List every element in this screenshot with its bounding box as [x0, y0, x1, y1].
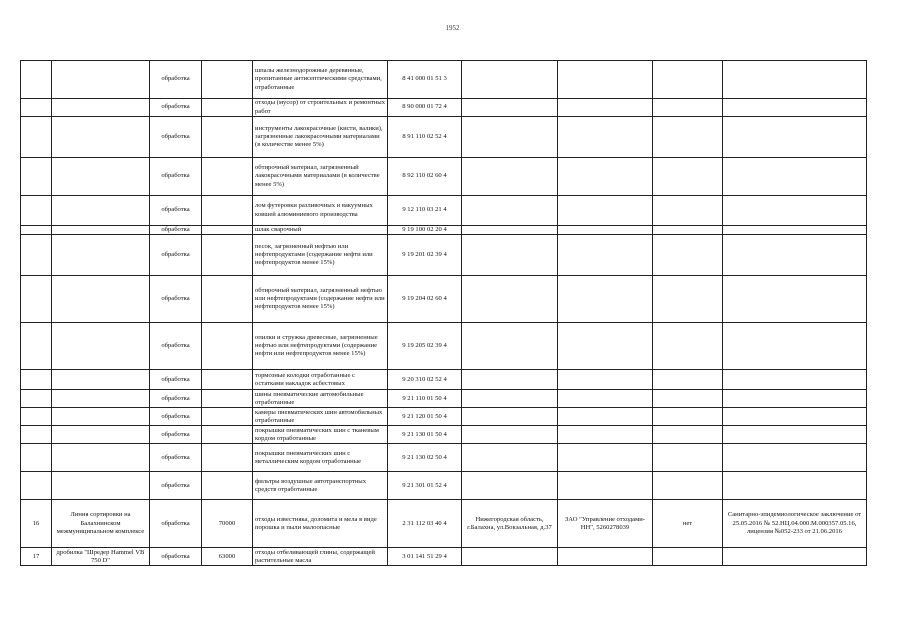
license-info: [723, 99, 867, 117]
monitoring-flag: [653, 158, 723, 196]
operation-type: обработка: [150, 426, 202, 444]
capacity-value: [202, 117, 253, 158]
table-row: [21, 196, 867, 226]
operator-name: [558, 408, 653, 426]
row-number: [21, 196, 52, 226]
license-info: [723, 390, 867, 408]
facility-address: [462, 408, 558, 426]
monitoring-flag: [653, 276, 723, 323]
facility-address: [462, 370, 558, 390]
waste-name: фильтры воздушные автотранспортных средств отработанные: [253, 472, 388, 500]
operator-name: [558, 390, 653, 408]
operation-type: обработка: [150, 226, 202, 235]
fkko-code: 9 19 201 02 39 4: [388, 235, 462, 276]
operation-type: обработка: [150, 370, 202, 390]
license-info: [723, 117, 867, 158]
operation-type: обработка: [150, 99, 202, 117]
fkko-code: 8 92 110 02 60 4: [388, 158, 462, 196]
facility-address: [462, 235, 558, 276]
waste-name: тормозные колодки отработанные с остатками накладок асбестовых: [253, 370, 388, 390]
license-info: [723, 370, 867, 390]
monitoring-flag: [653, 426, 723, 444]
row-number: [21, 276, 52, 323]
license-info: [723, 323, 867, 370]
fkko-code: 9 19 100 02 20 4: [388, 226, 462, 235]
waste-name: шлак сварочный: [253, 226, 388, 235]
monitoring-flag: [653, 472, 723, 500]
facility-name: [52, 61, 150, 99]
license-info: [723, 444, 867, 472]
table-row: [21, 444, 867, 472]
facility-name: [52, 370, 150, 390]
table-row: [21, 472, 867, 500]
license-info: [723, 158, 867, 196]
license-info: [723, 548, 867, 566]
facility-name: [52, 390, 150, 408]
capacity-value: [202, 158, 253, 196]
fkko-code: 8 90 000 01 72 4: [388, 99, 462, 117]
license-info: [723, 276, 867, 323]
fkko-code: 3 01 141 51 29 4: [388, 548, 462, 566]
table-row: [21, 158, 867, 196]
facility-address: Нижегородская область, г.Балахна, ул.Вокзальная, д.37: [462, 500, 558, 548]
waste-name: опилки и стружка древесные, загрязненные нефтью или нефтепродуктами (содержание нефти или нефтепродуктов менее 15%): [253, 323, 388, 370]
capacity-value: [202, 323, 253, 370]
operation-type: обработка: [150, 235, 202, 276]
license-info: [723, 196, 867, 226]
operator-name: [558, 426, 653, 444]
operator-name: [558, 472, 653, 500]
facility-name: [52, 426, 150, 444]
table-row: [21, 500, 867, 548]
operation-type: обработка: [150, 390, 202, 408]
operator-name: [558, 99, 653, 117]
operator-name: [558, 370, 653, 390]
capacity-value: [202, 370, 253, 390]
fkko-code: 9 21 130 02 50 4: [388, 444, 462, 472]
row-number: [21, 61, 52, 99]
row-number: [21, 117, 52, 158]
operation-type: обработка: [150, 472, 202, 500]
facility-address: [462, 117, 558, 158]
fkko-code: 9 19 205 02 39 4: [388, 323, 462, 370]
table-row: [21, 117, 867, 158]
monitoring-flag: [653, 390, 723, 408]
operator-name: [558, 158, 653, 196]
fkko-code: 9 19 204 02 60 4: [388, 276, 462, 323]
facility-address: [462, 61, 558, 99]
row-number: [21, 426, 52, 444]
facility-address: [462, 158, 558, 196]
monitoring-flag: [653, 61, 723, 99]
operation-type: обработка: [150, 196, 202, 226]
fkko-code: 9 20 310 02 52 4: [388, 370, 462, 390]
monitoring-flag: [653, 117, 723, 158]
fkko-code: 9 21 130 01 50 4: [388, 426, 462, 444]
fkko-code: 9 12 110 03 21 4: [388, 196, 462, 226]
waste-name: инструменты лакокрасочные (кисти, валики), загрязненные лакокрасочными материалами (в количестве менее 5%): [253, 117, 388, 158]
license-info: [723, 226, 867, 235]
license-info: [723, 235, 867, 276]
monitoring-flag: [653, 323, 723, 370]
waste-name: шпалы железнодорожные деревянные, пропитанные антисептическими средствами, отработанные: [253, 61, 388, 99]
fkko-code: 9 21 301 01 52 4: [388, 472, 462, 500]
row-number: [21, 370, 52, 390]
facility-name: дробилка "Шредер Hammel VB 750 D": [52, 548, 150, 566]
row-number: [21, 99, 52, 117]
capacity-value: [202, 408, 253, 426]
facility-name: [52, 444, 150, 472]
operator-name: [558, 548, 653, 566]
capacity-value: [202, 196, 253, 226]
license-info: [723, 408, 867, 426]
capacity-value: 70000: [202, 500, 253, 548]
operator-name: [558, 226, 653, 235]
operator-name: [558, 323, 653, 370]
facility-name: [52, 408, 150, 426]
table-row: [21, 390, 867, 408]
row-number: [21, 235, 52, 276]
fkko-code: 8 91 110 02 52 4: [388, 117, 462, 158]
table-row: [21, 370, 867, 390]
monitoring-flag: [653, 548, 723, 566]
capacity-value: [202, 472, 253, 500]
facility-name: [52, 235, 150, 276]
row-number: 17: [21, 548, 52, 566]
operation-type: обработка: [150, 323, 202, 370]
facility-name: [52, 226, 150, 235]
waste-facility-table: [20, 60, 867, 566]
table-row: [21, 548, 867, 566]
facility-address: [462, 444, 558, 472]
row-number: [21, 390, 52, 408]
waste-name: камеры пневматических шин автомобильных отработанные: [253, 408, 388, 426]
table-row: [21, 61, 867, 99]
operator-name: [558, 61, 653, 99]
capacity-value: [202, 444, 253, 472]
capacity-value: [202, 426, 253, 444]
monitoring-flag: [653, 444, 723, 472]
operator-name: [558, 235, 653, 276]
waste-name: отходы отбеливающей глины, содержащей растительные масла: [253, 548, 388, 566]
operation-type: обработка: [150, 408, 202, 426]
license-info: [723, 472, 867, 500]
operator-name: ЗАО "Управление отходами-НН", 5260278039: [558, 500, 653, 548]
waste-name: лом футеровки разливочных и вакуумных ковшей алюминиевого производства: [253, 196, 388, 226]
capacity-value: [202, 99, 253, 117]
fkko-code: 9 21 110 01 50 4: [388, 390, 462, 408]
page-number: 1952: [445, 24, 460, 32]
waste-name: обтирочный материал, загрязненный лакокрасочными материалами (в количестве менее 5%): [253, 158, 388, 196]
waste-name: отходы известняка, доломита и мела в виде порошка и пыли малоопасные: [253, 500, 388, 548]
monitoring-flag: [653, 408, 723, 426]
license-info: [723, 426, 867, 444]
operator-name: [558, 196, 653, 226]
operation-type: обработка: [150, 444, 202, 472]
fkko-code: 2 31 112 03 40 4: [388, 500, 462, 548]
license-info: Санитарно-эпидемиологическое заключение от 25.05.2016 № 52.НЦ.04.000.М.000357.05.16, лицензия №052-233 от 21.06.2016: [723, 500, 867, 548]
monitoring-flag: [653, 196, 723, 226]
table-row: [21, 226, 867, 235]
row-number: [21, 158, 52, 196]
facility-address: [462, 99, 558, 117]
waste-name: покрышки пневматических шин с металлическим кордом отработанные: [253, 444, 388, 472]
fkko-code: 8 41 000 01 51 3: [388, 61, 462, 99]
monitoring-flag: [653, 235, 723, 276]
operation-type: обработка: [150, 500, 202, 548]
facility-name: [52, 472, 150, 500]
monitoring-flag: [653, 99, 723, 117]
monitoring-flag: [653, 370, 723, 390]
facility-name: [52, 158, 150, 196]
operation-type: обработка: [150, 548, 202, 566]
table-row: [21, 408, 867, 426]
facility-address: [462, 196, 558, 226]
table-row: [21, 99, 867, 117]
operator-name: [558, 117, 653, 158]
row-number: 16: [21, 500, 52, 548]
row-number: [21, 323, 52, 370]
waste-name: обтирочный материал, загрязненный нефтью или нефтепродуктами (содержание нефти или нефтепродуктов менее 15%): [253, 276, 388, 323]
monitoring-flag: нет: [653, 500, 723, 548]
table-row: [21, 323, 867, 370]
facility-address: [462, 323, 558, 370]
facility-address: [462, 472, 558, 500]
facility-name: Линия сортировки на Балахнинском межмуниципальном комплексе: [52, 500, 150, 548]
table-row: [21, 426, 867, 444]
monitoring-flag: [653, 226, 723, 235]
table-row: [21, 235, 867, 276]
waste-name: отходы (мусор) от строительных и ремонтных работ: [253, 99, 388, 117]
capacity-value: [202, 390, 253, 408]
facility-name: [52, 323, 150, 370]
capacity-value: [202, 235, 253, 276]
waste-name: песок, загрязненный нефтью или нефтепродуктами (содержание нефти или нефтепродуктов менее 15%): [253, 235, 388, 276]
facility-name: [52, 276, 150, 323]
facility-name: [52, 196, 150, 226]
operator-name: [558, 444, 653, 472]
fkko-code: 9 21 120 01 50 4: [388, 408, 462, 426]
operator-name: [558, 276, 653, 323]
waste-name: покрышки пневматических шин с тканевым кордом отработанные: [253, 426, 388, 444]
facility-address: [462, 548, 558, 566]
facility-address: [462, 226, 558, 235]
operation-type: обработка: [150, 61, 202, 99]
capacity-value: [202, 226, 253, 235]
waste-name: шины пневматические автомобильные отработанные: [253, 390, 388, 408]
license-info: [723, 61, 867, 99]
facility-address: [462, 426, 558, 444]
operation-type: обработка: [150, 117, 202, 158]
table-row: [21, 276, 867, 323]
facility-name: [52, 99, 150, 117]
operation-type: обработка: [150, 158, 202, 196]
facility-name: [52, 117, 150, 158]
row-number: [21, 226, 52, 235]
capacity-value: [202, 61, 253, 99]
operation-type: обработка: [150, 276, 202, 323]
row-number: [21, 408, 52, 426]
row-number: [21, 444, 52, 472]
capacity-value: 63000: [202, 548, 253, 566]
facility-address: [462, 390, 558, 408]
capacity-value: [202, 276, 253, 323]
facility-address: [462, 276, 558, 323]
row-number: [21, 472, 52, 500]
